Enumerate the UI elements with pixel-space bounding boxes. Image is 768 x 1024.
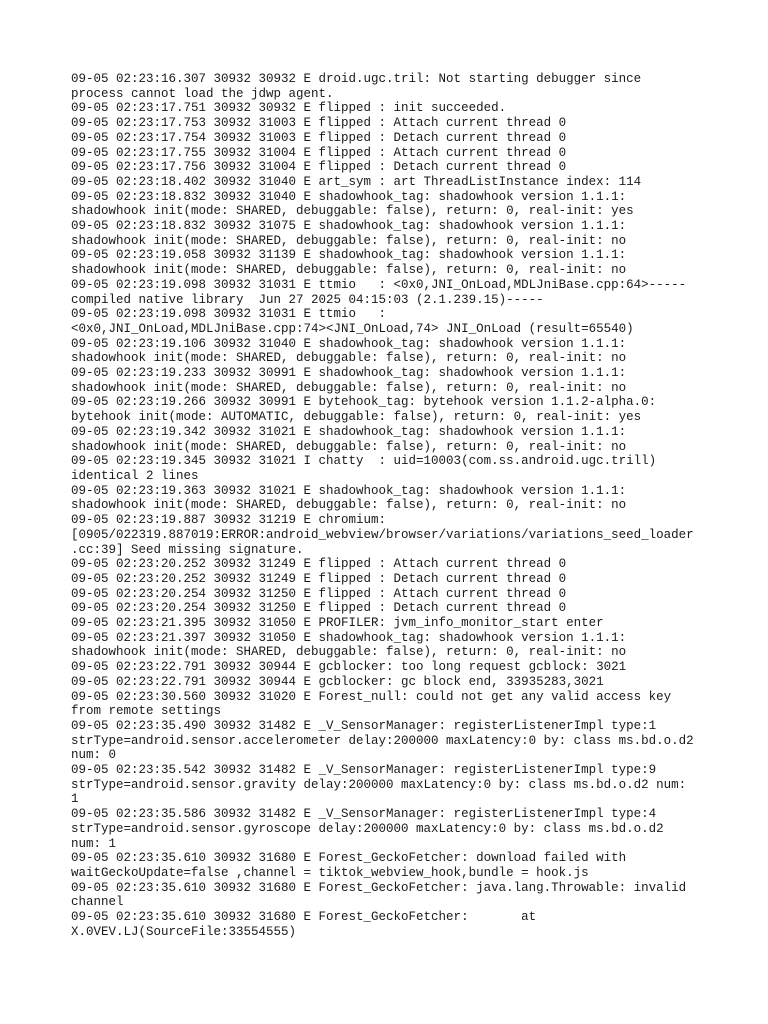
- log-entry: 09-05 02:23:35.610 30932 31680 E Forest_GeckoFetcher: download failed with waitGeckoUpdate=false ,channel = tiktok_webview_hook,bundle = hook.js: [71, 851, 627, 880]
- log-entry: 09-05 02:23:30.560 30932 31020 E Forest_null: could not get any valid access key from remote settings: [71, 689, 672, 719]
- log-entry: 09-05 02:23:18.832 30932 31075 E shadowhook_tag: shadowhook version 1.1.1: shadowhook init(mode: SHARED, debuggable: false), return: 0, real-init: no: [71, 219, 627, 248]
- log-entry: 09-05 02:23:17.753 30932 31003 E flipped : Attach current thread 0: [71, 116, 567, 131]
- log-entry: 09-05 02:23:21.395 30932 31050 E PROFILER: jvm_info_monitor_start enter: [71, 616, 604, 631]
- log-entry: 09-05 02:23:35.610 30932 31680 E Forest_GeckoFetcher: java.lang.Throwable: invalid channel: [71, 880, 687, 910]
- log-entry: 09-05 02:23:17.751 30932 30932 E flipped : init succeeded.: [71, 101, 507, 116]
- log-entry: 09-05 02:23:20.252 30932 31249 E flipped : Attach current thread 0: [71, 557, 567, 572]
- log-entry: 09-05 02:23:22.791 30932 30944 E gcblocker: gc block end, 33935283,3021: [71, 674, 604, 689]
- log-entry: 09-05 02:23:20.254 30932 31250 E flipped : Attach current thread 0: [71, 586, 567, 601]
- log-entry: 09-05 02:23:18.832 30932 31040 E shadowhook_tag: shadowhook version 1.1.1: shadowhook init(mode: SHARED, debuggable: false), return: 0, real-init: yes: [71, 189, 634, 219]
- log-entry: 09-05 02:23:19.098 30932 31031 E ttmio : <0x0,JNI_OnLoad,MDLJniBase.cpp:74><JNI_OnLoad,74> JNI_OnLoad (result=65540): [71, 307, 634, 336]
- log-output: [71, 72, 711, 939]
- log-entry: 09-05 02:23:19.345 30932 31021 I chatty : uid=10003(com.ss.android.ugc.trill) identical 2 lines: [71, 454, 657, 483]
- log-entry: 09-05 02:23:19.363 30932 31021 E shadowhook_tag: shadowhook version 1.1.1: shadowhook init(mode: SHARED, debuggable: false), return: 0, real-init: no: [71, 483, 627, 513]
- log-entry: 09-05 02:23:17.754 30932 31003 E flipped : Detach current thread 0: [71, 130, 567, 145]
- log-entry: 09-05 02:23:35.542 30932 31482 E _V_SensorManager: registerListenerImpl type:9 strType=android.sensor.gravity delay:200000 maxLatency:0 by: class ms.bd.o.d2 num: 1: [71, 763, 687, 807]
- log-entry: 09-05 02:23:35.586 30932 31482 E _V_SensorManager: registerListenerImpl type:4 strType=android.sensor.gyroscope delay:200000 maxLatency:0 by: class ms.bd.o.d2 num: 1: [71, 807, 664, 851]
- log-entry: 09-05 02:23:19.058 30932 31139 E shadowhook_tag: shadowhook version 1.1.1: shadowhook init(mode: SHARED, debuggable: false), return: 0, real-init: no: [71, 248, 627, 278]
- log-entry: 09-05 02:23:19.266 30932 30991 E bytehook_tag: bytehook version 1.1.2-alpha.0: bytehook init(mode: AUTOMATIC, debuggable: false), return: 0, real-init: yes: [71, 395, 657, 425]
- log-entry: 09-05 02:23:17.755 30932 31004 E flipped : Attach current thread 0: [71, 145, 567, 160]
- log-entry: 09-05 02:23:18.402 30932 31040 E art_sym : art ThreadListInstance index: 114: [71, 174, 642, 189]
- log-entry: 09-05 02:23:20.252 30932 31249 E flipped : Detach current thread 0: [71, 571, 567, 586]
- log-entry: 09-05 02:23:19.233 30932 30991 E shadowhook_tag: shadowhook version 1.1.1: shadowhook init(mode: SHARED, debuggable: false), return: 0, real-init: no: [71, 366, 627, 395]
- log-entry: 09-05 02:23:20.254 30932 31250 E flipped : Detach current thread 0: [71, 601, 567, 616]
- log-entry: 09-05 02:23:19.106 30932 31040 E shadowhook_tag: shadowhook version 1.1.1: shadowhook init(mode: SHARED, debuggable: false), return: 0, real-init: no: [71, 336, 627, 366]
- log-entry: 09-05 02:23:19.098 30932 31031 E ttmio : <0x0,JNI_OnLoad,MDLJniBase.cpp:64>----- compiled native library Jun 27 2025 04:15:03 (2.1.239.15)-----: [71, 277, 687, 307]
- log-entry: 09-05 02:23:21.397 30932 31050 E shadowhook_tag: shadowhook version 1.1.1: shadowhook init(mode: SHARED, debuggable: false), return: 0, real-init: no: [71, 630, 627, 660]
- log-entry: 09-05 02:23:17.756 30932 31004 E flipped : Detach current thread 0: [71, 160, 567, 175]
- log-entry: 09-05 02:23:35.490 30932 31482 E _V_SensorManager: registerListenerImpl type:1 strType=android.sensor.accelerometer delay:200000 maxLatency:0 by: class ms.bd.o.d2 num: 0: [71, 718, 694, 763]
- log-entry: 09-05 02:23:19.887 30932 31219 E chromium: [0905/022319.887019:ERROR:android_webview/browser/variations/variations_seed_loader .cc:39] Seed missing signature.: [71, 513, 694, 557]
- log-entry: 09-05 02:23:16.307 30932 30932 E droid.ugc.tril: Not starting debugger since process cannot load the jdwp agent.: [71, 72, 642, 101]
- log-entry: 09-05 02:23:35.610 30932 31680 E Forest_GeckoFetcher: at X.0VEV.LJ(SourceFile:33554555): [71, 910, 537, 939]
- log-entry: 09-05 02:23:19.342 30932 31021 E shadowhook_tag: shadowhook version 1.1.1: shadowhook init(mode: SHARED, debuggable: false), return: 0, real-init: no: [71, 424, 627, 454]
- log-entry: 09-05 02:23:22.791 30932 30944 E gcblocker: too long request gcblock: 3021: [71, 660, 627, 675]
